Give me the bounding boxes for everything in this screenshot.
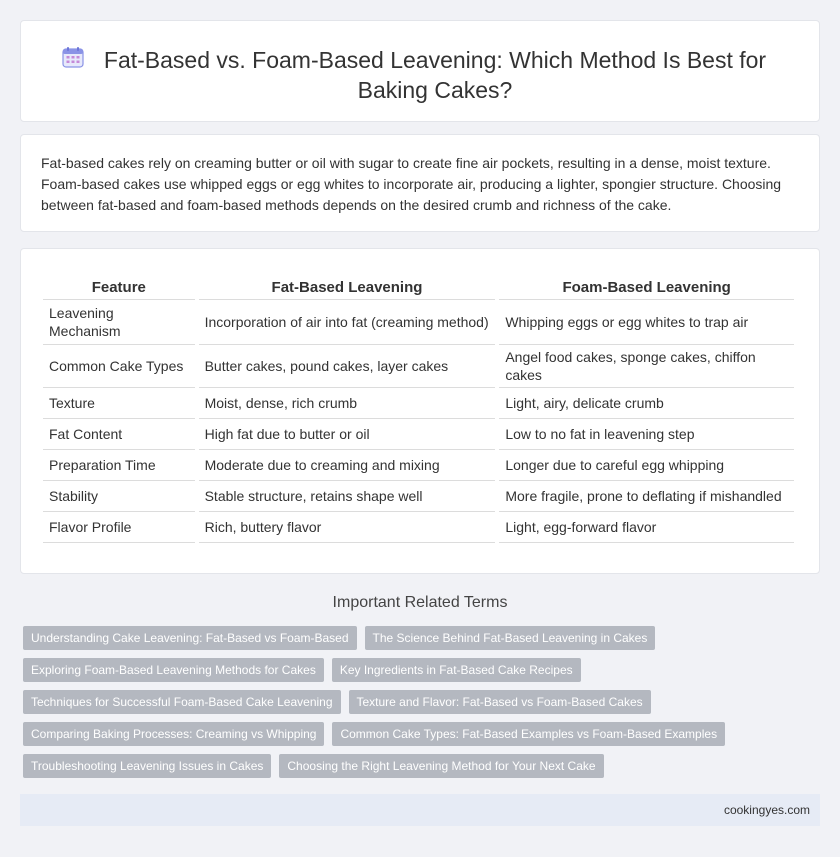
table-cell: Fat Content <box>43 419 197 450</box>
table-row <box>43 419 796 450</box>
table-cell: More fragile, prone to deflating if mishandled <box>497 481 796 512</box>
related-term-link[interactable]: Key Ingredients in Fat-Based Cake Recipes <box>332 658 581 682</box>
comparison-table <box>43 273 798 543</box>
comparison-card <box>20 248 820 574</box>
table-cell: Rich, buttery flavor <box>197 512 498 543</box>
table-cell: Whipping eggs or egg whites to trap air <box>497 300 796 345</box>
intro-paragraph: Fat-based cakes rely on creaming butter or oil with sugar to create fine air pockets, resulting in a dense, moist texture. Foam-based cakes use whipped eggs or egg whites to incorporate air, producing a lighter, spongier structure. Choosing between fat-based and foam-based methods depends on the desired crumb and richness of the cake. <box>41 155 782 213</box>
related-term-link[interactable]: Exploring Foam-Based Leavening Methods for Cakes <box>23 658 324 682</box>
related-term-link[interactable]: Choosing the Right Leavening Method for Your Next Cake <box>279 754 603 778</box>
related-terms-title: Important Related Terms <box>332 594 508 611</box>
table-cell: Leavening Mechanism <box>43 300 197 345</box>
table-cell: Light, airy, delicate crumb <box>497 388 796 419</box>
table-cell: Butter cakes, pound cakes, layer cakes <box>197 345 498 388</box>
page-title: Fat-Based vs. Foam-Based Leavening: Which Method Is Best for Baking Cakes? <box>103 47 767 103</box>
table-cell: Low to no fat in leavening step <box>497 419 796 450</box>
header-foam-based: Foam-Based Leavening <box>497 273 796 300</box>
related-term-link[interactable]: Understanding Cake Leavening: Fat-Based vs Foam-Based <box>23 626 357 650</box>
table-row <box>43 481 796 512</box>
table-row <box>43 300 796 345</box>
related-term-link[interactable]: Texture and Flavor: Fat-Based vs Foam-Based Cakes <box>349 690 651 714</box>
table-cell: Flavor Profile <box>43 512 197 543</box>
related-term-link[interactable]: Comparing Baking Processes: Creaming vs Whipping <box>23 722 324 746</box>
table-cell: Preparation Time <box>43 450 197 481</box>
table-cell: Incorporation of air into fat (creaming method) <box>197 300 498 345</box>
header-fat-based: Fat-Based Leavening <box>197 273 498 300</box>
intro-card <box>20 134 820 232</box>
table-cell: High fat due to butter or oil <box>197 419 498 450</box>
table-cell: Longer due to careful egg whipping <box>497 450 796 481</box>
table-cell: Common Cake Types <box>43 345 197 388</box>
related-term-link[interactable]: Troubleshooting Leavening Issues in Cakes <box>23 754 271 778</box>
related-term-link[interactable]: Techniques for Successful Foam-Based Cake Leavening <box>23 690 341 714</box>
table-cell: Stability <box>43 481 197 512</box>
header-feature: Feature <box>43 273 197 300</box>
table-cell: Stable structure, retains shape well <box>197 481 498 512</box>
table-row <box>43 512 796 543</box>
table-row <box>43 345 796 388</box>
table-row <box>43 450 796 481</box>
table-row <box>43 388 796 419</box>
related-term-link[interactable]: Common Cake Types: Fat-Based Examples vs Foam-Based Examples <box>332 722 725 746</box>
footer <box>20 794 820 826</box>
table-cell: Angel food cakes, sponge cakes, chiffon cakes <box>497 345 796 388</box>
table-cell: Texture <box>43 388 197 419</box>
table-cell: Moist, dense, rich crumb <box>197 388 498 419</box>
title-card <box>20 20 820 122</box>
table-cell: Moderate due to creaming and mixing <box>197 450 498 481</box>
related-term-link[interactable]: The Science Behind Fat-Based Leavening in Cakes <box>365 626 656 650</box>
footer-site-link[interactable]: cookingyes.com <box>723 803 810 817</box>
table-cell: Light, egg-forward flavor <box>497 512 796 543</box>
table-header-row <box>43 273 796 300</box>
related-terms-list <box>23 626 813 786</box>
